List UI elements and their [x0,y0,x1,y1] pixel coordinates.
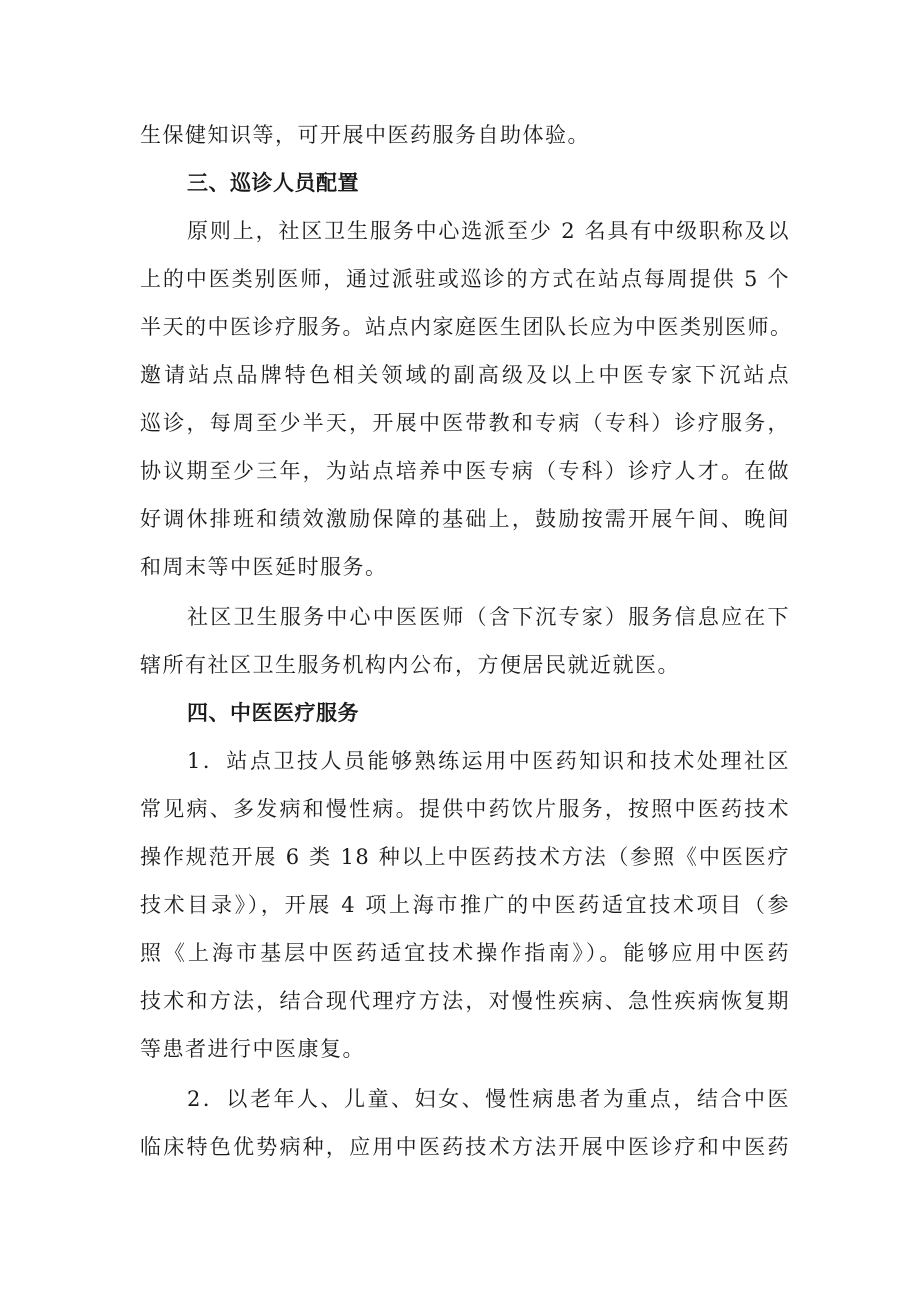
paragraph-line: 操作规范开展 6 类 18 种以上中医药技术方法（参照《中医医疗 [140,845,790,869]
paragraph-line: 巡诊，每周至少半天，开展中医带教和专病（专科）诊疗服务， [140,411,790,435]
paragraph-line: 好调休排班和绩效激励保障的基础上，鼓励按需开展午间、晚间 [140,507,790,531]
paragraph-line: 社区卫生服务中心中医医师（含下沉专家）服务信息应在下 [187,605,790,629]
paragraph-line: 和周末等中医延时服务。 [140,555,388,579]
paragraph-line: 协议期至少三年，为站点培养中医专病（专科）诊疗人才。在做 [140,459,790,483]
paragraph-line: 1．站点卫技人员能够熟练运用中医药知识和技术处理社区 [187,749,790,773]
paragraph-line: 照《上海市基层中医药适宜技术操作指南》）。能够应用中医药 [140,941,790,965]
paragraph-line: 等患者进行中医康复。 [140,1037,365,1061]
paragraph-line: 技术和方法，结合现代理疗方法，对慢性疾病、急性疾病恢复期 [140,989,790,1013]
paragraph-line: 生保健知识等，可开展中医药服务自助体验。 [140,123,590,147]
paragraph-line: 邀请站点品牌特色相关领域的副高级及以上中医专家下沉站点 [140,363,790,387]
paragraph-line: 上的中医类别医师，通过派驻或巡诊的方式在站点每周提供 5 个 [140,267,790,291]
section-heading-3: 三、巡诊人员配置 [187,171,359,195]
paragraph-line: 半天的中医诊疗服务。站点内家庭医生团队长应为中医类别医师。 [140,315,793,339]
paragraph-line: 技术目录》），开展 4 项上海市推广的中医药适宜技术项目（参 [140,893,790,917]
paragraph-line: 常见病、多发病和慢性病。提供中药饮片服务，按照中医药技术 [140,797,790,821]
paragraph-line: 原则上，社区卫生服务中心选派至少 2 名具有中级职称及以 [187,219,790,243]
paragraph-line: 辖所有社区卫生服务机构内公布，方便居民就近就医。 [140,653,680,677]
paragraph-line: 临床特色优势病种，应用中医药技术方法开展中医诊疗和中医药 [140,1135,790,1159]
section-heading-4: 四、中医医疗服务 [187,701,359,725]
paragraph-line: 2．以老年人、儿童、妇女、慢性病患者为重点，结合中医 [187,1087,790,1111]
